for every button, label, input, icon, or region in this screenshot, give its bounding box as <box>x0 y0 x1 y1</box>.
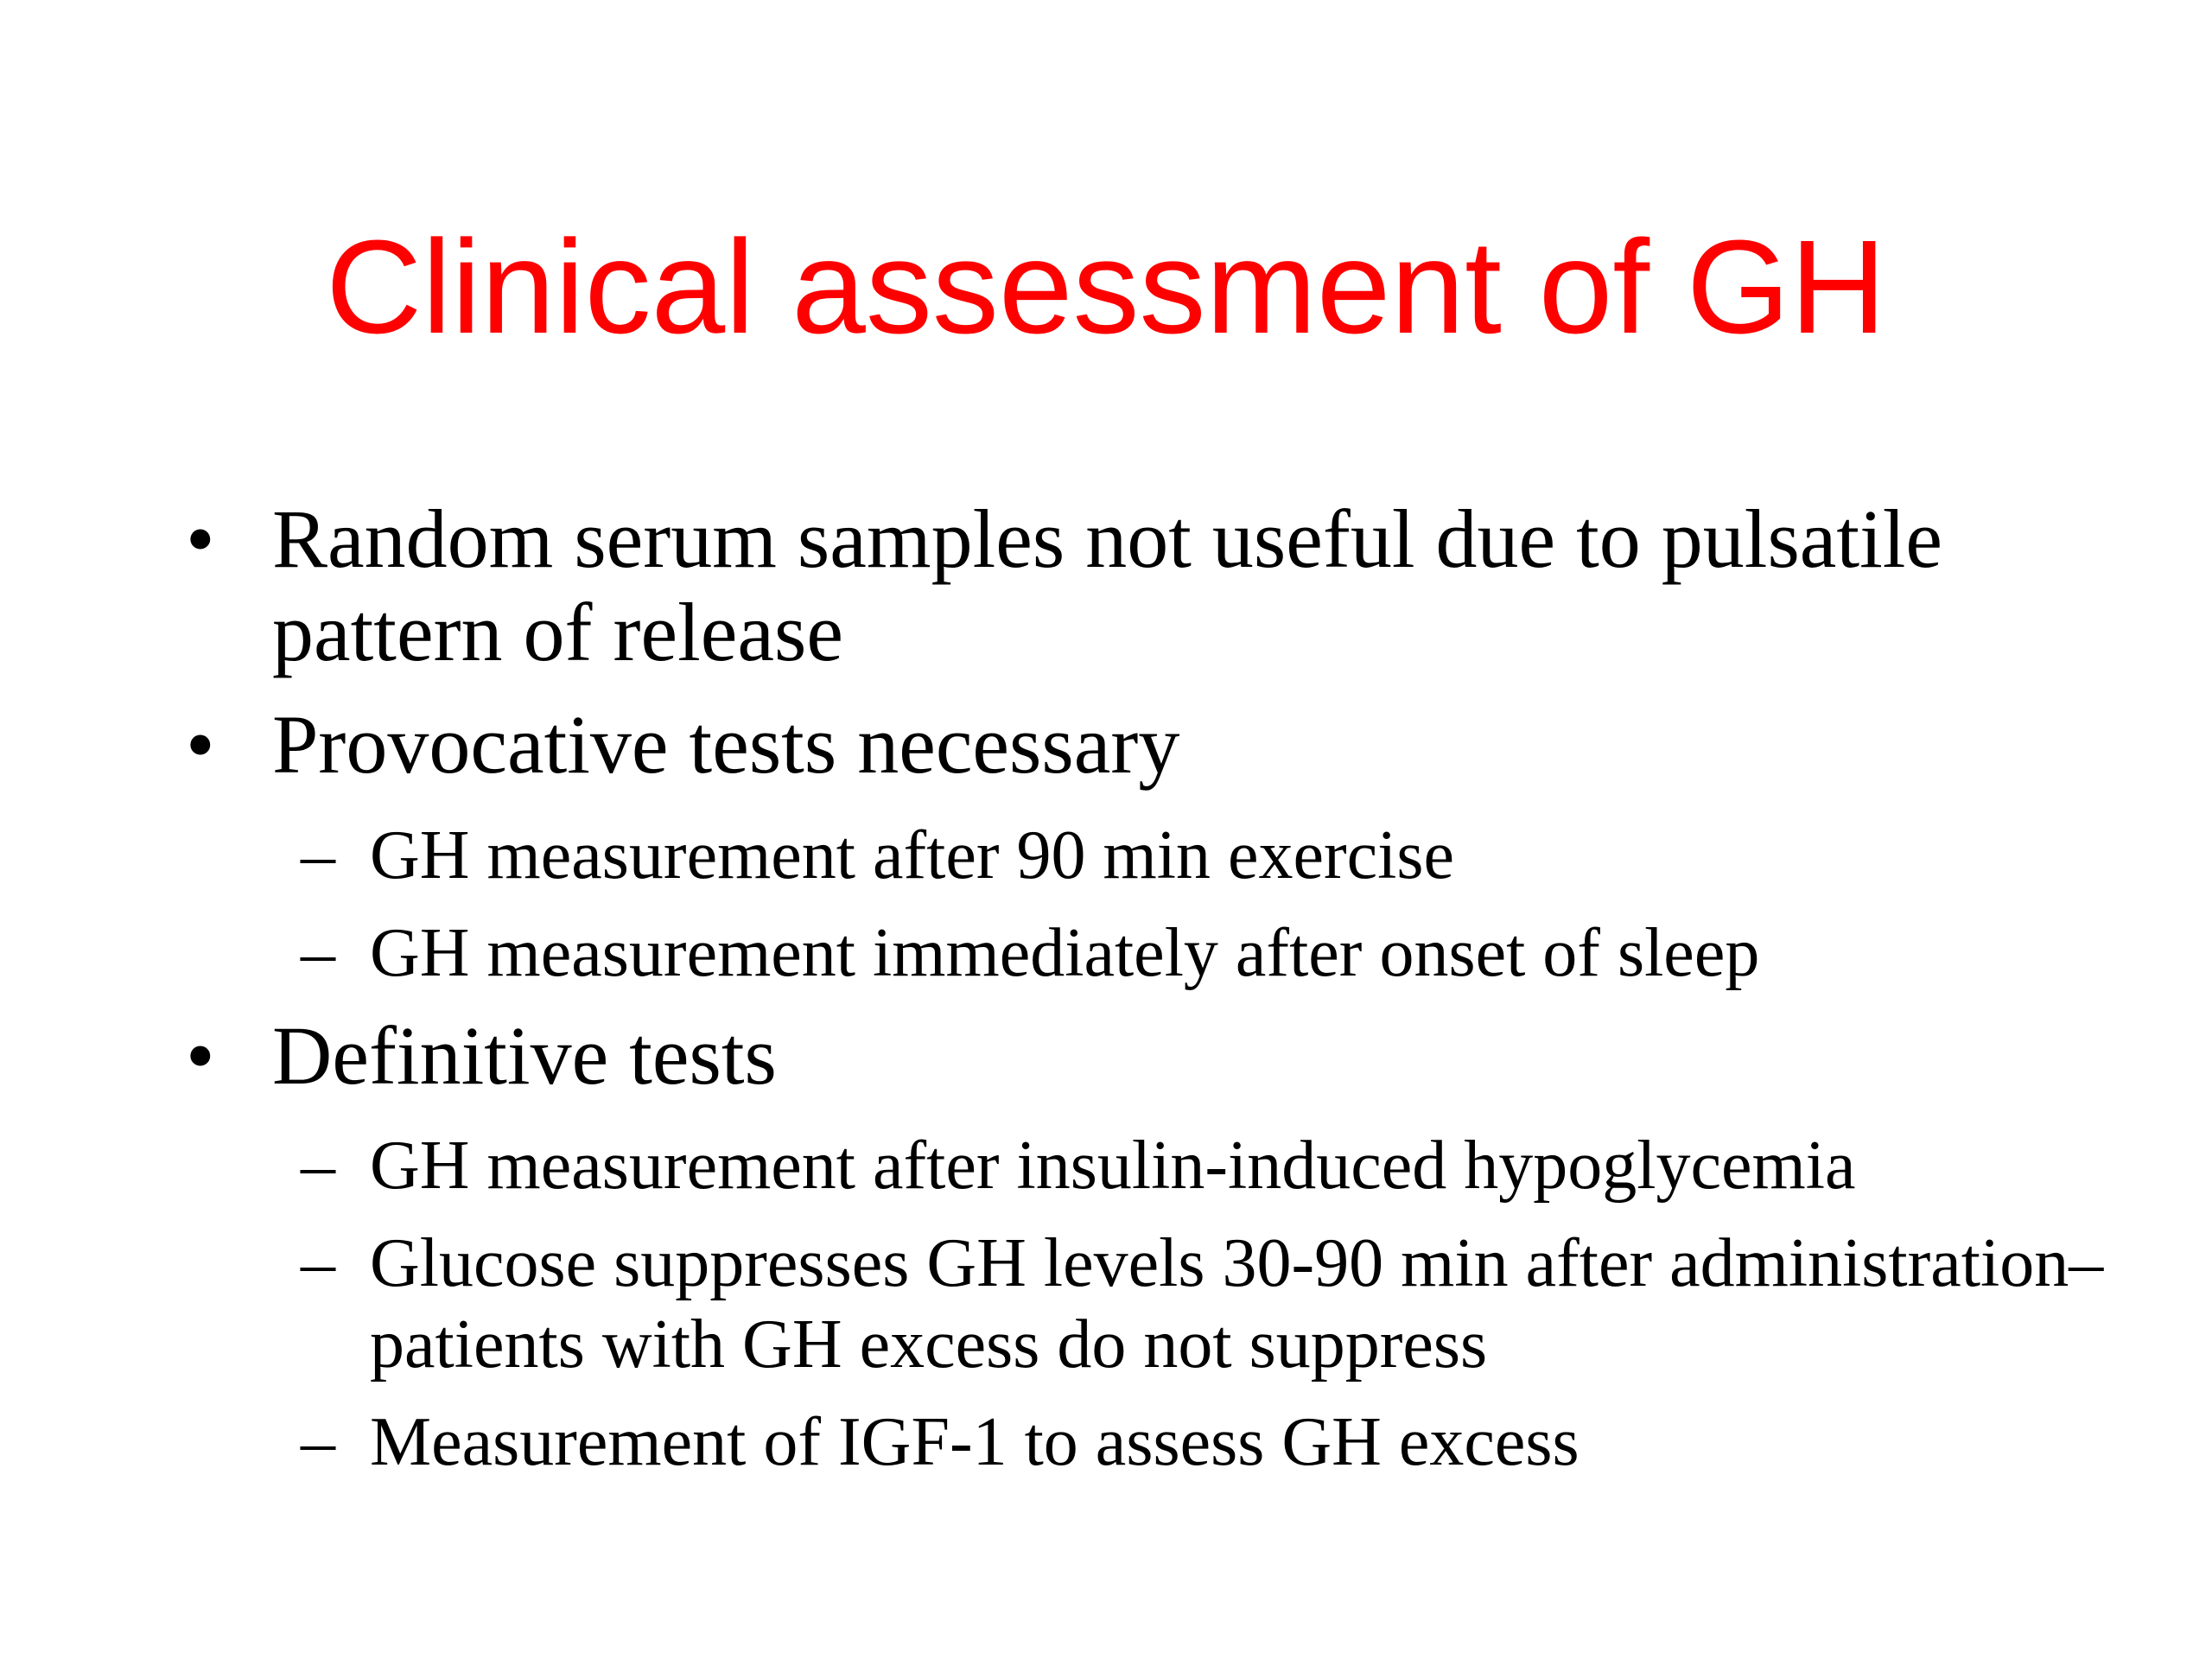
dash-marker: – <box>301 817 335 893</box>
sub-item-text: GH measurement after 90 min exercise <box>370 817 1455 893</box>
sub-item-text: GH measurement immediately after onset of sleep <box>370 915 1760 991</box>
slide-title: Clinical assessment of GH <box>326 213 1886 361</box>
bullet-item <box>186 1009 2069 1103</box>
sub-item <box>301 1402 2124 1483</box>
bullet-text: Provocative tests necessary <box>272 698 1180 791</box>
sub-item <box>301 1223 2124 1385</box>
sub-item-text: Measurement of IGF-1 to assess GH excess <box>370 1404 1580 1480</box>
sub-item <box>301 1125 2124 1206</box>
bullet-marker: • <box>186 698 215 791</box>
dash-marker: – <box>301 1225 335 1301</box>
sub-item <box>301 815 2124 896</box>
bullet-text: Definitive tests <box>272 1009 777 1102</box>
dash-marker: – <box>301 1128 335 1204</box>
bullet-item <box>186 493 2069 679</box>
bullet-text: Random serum samples not useful due to pulsatile pattern of release <box>272 493 1943 678</box>
sub-item-text: GH measurement after insulin-induced hypoglycemia <box>370 1128 1856 1204</box>
dash-marker: – <box>301 915 335 991</box>
sub-item-text: Glucose suppresses GH levels 30-90 min after administration– patients with GH excess do not suppress <box>370 1225 2104 1382</box>
bullet-item <box>186 698 2069 791</box>
dash-marker: – <box>301 1404 335 1480</box>
sub-item <box>301 912 2124 994</box>
bullet-marker: • <box>186 1009 215 1102</box>
bullet-marker: • <box>186 493 215 585</box>
